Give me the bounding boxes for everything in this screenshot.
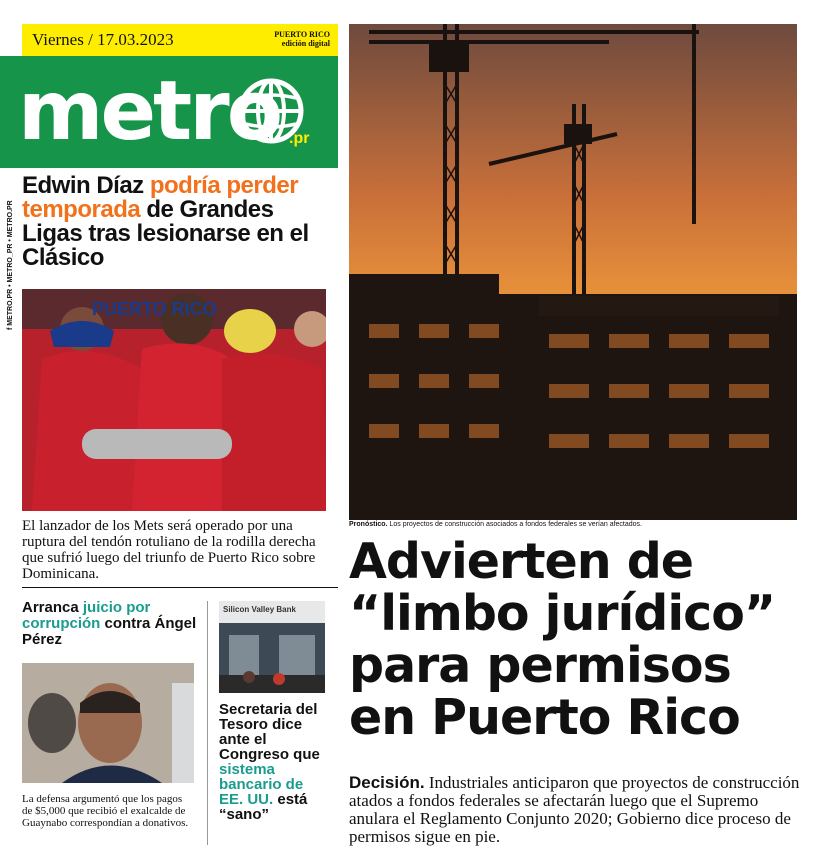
photo-caption-text: Los proyectos de construcción asociados a fondos federales se verían afectados. <box>387 521 643 528</box>
svb-headline-text: Secretaria del Tesoro dice ante el Congreso que <box>219 701 320 763</box>
svb-headline-rest: está “sano” <box>219 791 308 823</box>
photo-caption-label: Pronóstico. <box>349 521 388 528</box>
perez-summary: La defensa argumentó que los pagos de $5,000 que recibió el exalcalde de Guaynabo correspondían a donativos. <box>22 793 189 829</box>
masthead-logo[interactable] <box>0 56 338 168</box>
construction-photo <box>349 24 797 520</box>
perez-photo <box>22 663 194 783</box>
column-divider <box>207 601 208 845</box>
section-divider <box>22 587 338 588</box>
svb-photo <box>219 601 325 693</box>
main-headline[interactable]: Advierten de “limbo jurídico” para permisos en Puerto Rico <box>349 533 776 746</box>
diaz-headline-text: Edwin Díaz <box>22 172 150 199</box>
deck-text: Industriales anticiparon que proyectos de construcción atados a fondos federales se afectarán luego que el Supremo anulara el Reglamento Conjunto 2020; Gobierno dice proceso de permisos sigue en pie. <box>349 773 800 846</box>
svb-headline-highlight: sistema bancario de EE. UU. <box>219 761 304 808</box>
logo-domain: .pr <box>289 130 310 147</box>
perez-headline[interactable] <box>22 600 202 648</box>
edition-label <box>274 30 330 48</box>
edition-region: PUERTO RICO <box>274 30 330 39</box>
diaz-headline[interactable] <box>22 174 338 270</box>
diaz-summary: El lanzador de los Mets será operado por una ruptura del tendón rotuliano de la rodilla derecha que sufrió luego del triunfo de Puerto Rico sobre Dominicana. <box>22 518 316 582</box>
jersey-text: PUERTO RICO <box>92 299 217 319</box>
social-handles <box>7 180 19 330</box>
diaz-headline-highlight: podría perder temporada <box>22 172 299 223</box>
photo-caption <box>349 521 797 528</box>
date-band <box>22 24 338 56</box>
logo-wordmark: metro <box>18 64 281 159</box>
bank-sign: Silicon Valley Bank <box>223 605 296 614</box>
deck-label: Decisión. <box>349 773 425 792</box>
svb-headline[interactable] <box>219 702 329 822</box>
issue-date: Viernes / 17.03.2023 <box>32 30 174 49</box>
perez-headline-rest: contra Ángel Pérez <box>22 615 197 648</box>
social-handles-text: f METRO.PR • METRO_PR • METRO.PR <box>7 200 14 330</box>
edition-type: edición digital <box>281 39 330 48</box>
diaz-photo <box>22 289 326 511</box>
perez-headline-highlight: juicio por corrupción <box>22 599 151 632</box>
diaz-headline-rest: de Grandes Ligas tras lesionarse en el Clásico <box>22 196 309 271</box>
main-deck <box>349 774 809 846</box>
perez-headline-text: Arranca <box>22 599 83 616</box>
